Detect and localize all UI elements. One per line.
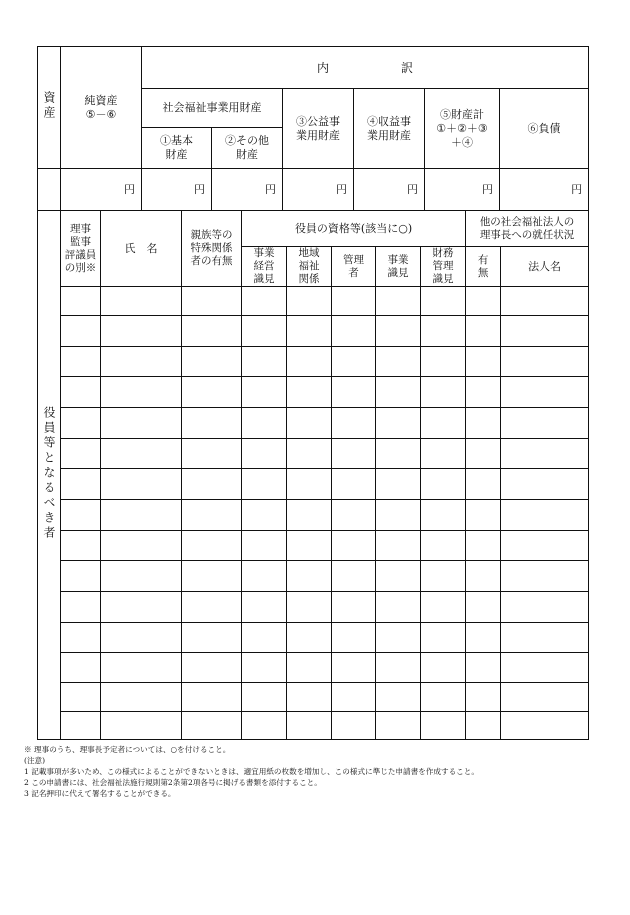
liabilities-header: ⑥負債 <box>500 89 589 169</box>
social-welfare-assets-header: 社会福祉事業用財産 <box>142 89 283 128</box>
qual-finance-cell[interactable] <box>421 623 466 653</box>
name-cell[interactable] <box>101 500 182 531</box>
name-cell[interactable] <box>101 683 182 712</box>
qual-finance-cell[interactable] <box>421 377 466 408</box>
note-1: 1 記載事項が多いため、この様式によることができないときは、適宜用紙の枚数を増加し、この様式に準じた申請書を作成すること。 <box>24 767 479 776</box>
qual-business-cell[interactable] <box>242 347 287 377</box>
qual-finance-cell[interactable] <box>421 469 466 500</box>
qual-manager-cell[interactable] <box>332 592 376 623</box>
corp-name-cell[interactable] <box>501 653 589 683</box>
relatives-cell[interactable] <box>182 408 242 439</box>
role-cell[interactable] <box>61 683 101 712</box>
relatives-cell[interactable] <box>182 500 242 531</box>
relatives-cell[interactable] <box>182 561 242 592</box>
qual-local-welfare-cell[interactable] <box>287 683 332 712</box>
qual-project-cell[interactable] <box>376 561 421 592</box>
qualification-header: 役員の資格等(該当に○) <box>242 211 466 247</box>
qual-business-cell[interactable] <box>242 712 287 740</box>
public-assets-header: ③公益事 業用財産 <box>283 89 354 169</box>
qual-local-welfare-cell[interactable] <box>287 592 332 623</box>
assets-label-spacer <box>38 169 61 211</box>
qual-manager-cell[interactable] <box>332 377 376 408</box>
other-assets-header: ②その他 財産 <box>212 128 283 169</box>
assets-section-label: 資産 <box>38 47 61 169</box>
presence-cell[interactable] <box>466 683 501 712</box>
presence-cell[interactable] <box>466 712 501 740</box>
qual-local-welfare-cell[interactable] <box>287 408 332 439</box>
qual-finance-cell[interactable] <box>421 683 466 712</box>
corp-name-cell[interactable] <box>501 561 589 592</box>
role-cell[interactable] <box>61 347 101 377</box>
qual-manager-header: 管理 者 <box>332 247 376 287</box>
qual-manager-cell[interactable] <box>332 316 376 347</box>
qual-project-cell[interactable] <box>376 623 421 653</box>
caution-header: (注意) <box>24 756 46 765</box>
relatives-cell[interactable] <box>182 592 242 623</box>
name-cell[interactable] <box>101 469 182 500</box>
role-cell[interactable] <box>61 531 101 561</box>
other-assets-amount[interactable]: 円 <box>212 169 283 211</box>
qual-finance-cell[interactable] <box>421 316 466 347</box>
officer-row <box>38 439 589 469</box>
form-notes <box>24 744 614 799</box>
basic-assets-header: ①基本 財産 <box>142 128 212 169</box>
qual-project-cell[interactable] <box>376 531 421 561</box>
officers-table <box>37 210 589 740</box>
qual-project-cell[interactable] <box>376 712 421 740</box>
qual-finance-cell[interactable] <box>421 408 466 439</box>
qual-local-welfare-cell[interactable] <box>287 469 332 500</box>
corp-name-cell[interactable] <box>501 377 589 408</box>
qual-project-cell[interactable] <box>376 439 421 469</box>
corp-name-cell[interactable] <box>501 531 589 561</box>
presence-cell[interactable] <box>466 408 501 439</box>
qual-business-cell[interactable] <box>242 500 287 531</box>
relatives-cell[interactable] <box>182 712 242 740</box>
qual-manager-cell[interactable] <box>332 561 376 592</box>
qual-project-cell[interactable] <box>376 469 421 500</box>
corp-name-cell[interactable] <box>501 316 589 347</box>
corp-name-cell[interactable] <box>501 683 589 712</box>
qual-project-cell[interactable] <box>376 347 421 377</box>
qual-finance-cell[interactable] <box>421 653 466 683</box>
relatives-cell[interactable] <box>182 287 242 316</box>
role-cell[interactable] <box>61 469 101 500</box>
liabilities-amount[interactable]: 円 <box>500 169 589 211</box>
relatives-cell[interactable] <box>182 377 242 408</box>
qual-local-welfare-header: 地域 福祉 関係 <box>287 247 332 287</box>
corp-name-cell[interactable] <box>501 439 589 469</box>
role-cell[interactable] <box>61 561 101 592</box>
name-cell[interactable] <box>101 408 182 439</box>
qual-project-cell[interactable] <box>376 287 421 316</box>
qual-local-welfare-cell[interactable] <box>287 561 332 592</box>
officer-row <box>38 683 589 712</box>
qual-project-cell[interactable] <box>376 316 421 347</box>
officer-row <box>38 377 589 408</box>
role-cell[interactable] <box>61 500 101 531</box>
qual-business-cell[interactable] <box>242 287 287 316</box>
qual-manager-cell[interactable] <box>332 469 376 500</box>
qual-manager-cell[interactable] <box>332 347 376 377</box>
qual-project-cell[interactable] <box>376 653 421 683</box>
other-corp-header: 他の社会福祉法人の 理事長への就任状況 <box>466 211 589 247</box>
presence-cell[interactable] <box>466 439 501 469</box>
qual-project-cell[interactable] <box>376 592 421 623</box>
qual-business-cell[interactable] <box>242 408 287 439</box>
relatives-cell[interactable] <box>182 316 242 347</box>
relatives-cell[interactable] <box>182 653 242 683</box>
total-assets-header: ⑤財産計 ①＋②＋③ ＋④ <box>425 89 500 169</box>
public-assets-amount[interactable]: 円 <box>283 169 354 211</box>
qual-business-cell[interactable] <box>242 469 287 500</box>
name-cell[interactable] <box>101 561 182 592</box>
name-cell[interactable] <box>101 347 182 377</box>
qual-business-cell[interactable] <box>242 316 287 347</box>
corp-name-cell[interactable] <box>501 500 589 531</box>
breakdown-header: 内 訳 <box>142 47 589 89</box>
name-cell[interactable] <box>101 712 182 740</box>
presence-cell[interactable] <box>466 316 501 347</box>
relatives-cell[interactable] <box>182 469 242 500</box>
name-cell[interactable] <box>101 439 182 469</box>
officer-row <box>38 653 589 683</box>
qual-local-welfare-cell[interactable] <box>287 316 332 347</box>
corp-name-cell[interactable] <box>501 712 589 740</box>
presence-cell[interactable] <box>466 377 501 408</box>
qual-business-cell[interactable] <box>242 439 287 469</box>
profit-assets-amount[interactable]: 円 <box>354 169 425 211</box>
name-cell[interactable] <box>101 653 182 683</box>
qual-local-welfare-cell[interactable] <box>287 623 332 653</box>
officer-row <box>38 347 589 377</box>
corp-name-cell[interactable] <box>501 623 589 653</box>
name-cell[interactable] <box>101 316 182 347</box>
corp-name-cell[interactable] <box>501 347 589 377</box>
officer-row <box>38 623 589 653</box>
qual-manager-cell[interactable] <box>332 683 376 712</box>
role-cell[interactable] <box>61 408 101 439</box>
role-cell[interactable] <box>61 316 101 347</box>
officers-section-label: 役員等となるべき者 <box>38 211 61 740</box>
qual-finance-cell[interactable] <box>421 531 466 561</box>
presence-cell[interactable] <box>466 592 501 623</box>
presence-cell[interactable] <box>466 653 501 683</box>
qual-business-cell[interactable] <box>242 683 287 712</box>
relatives-cell[interactable] <box>182 623 242 653</box>
qual-local-welfare-cell[interactable] <box>287 377 332 408</box>
net-assets-header: 純資産 ⑤－⑥ <box>61 47 142 169</box>
name-cell[interactable] <box>101 287 182 316</box>
presence-cell[interactable] <box>466 287 501 316</box>
qual-manager-cell[interactable] <box>332 623 376 653</box>
officer-row <box>38 561 589 592</box>
relatives-cell[interactable] <box>182 439 242 469</box>
qual-manager-cell[interactable] <box>332 653 376 683</box>
officer-row <box>38 469 589 500</box>
qual-manager-cell[interactable] <box>332 439 376 469</box>
basic-assets-amount[interactable]: 円 <box>142 169 212 211</box>
qual-local-welfare-cell[interactable] <box>287 500 332 531</box>
qual-finance-cell[interactable] <box>421 592 466 623</box>
note-3: 3 記名押印に代えて署名することができる。 <box>24 789 176 798</box>
qual-local-welfare-cell[interactable] <box>287 347 332 377</box>
relatives-cell[interactable] <box>182 347 242 377</box>
profit-assets-header: ④収益事 業用財産 <box>354 89 425 169</box>
corp-name-header: 法人名 <box>501 247 589 287</box>
presence-header: 有 無 <box>466 247 501 287</box>
officer-row <box>38 712 589 740</box>
presence-cell[interactable] <box>466 531 501 561</box>
qual-finance-header: 財務 管理 識見 <box>421 247 466 287</box>
role-cell[interactable] <box>61 377 101 408</box>
presence-cell[interactable] <box>466 623 501 653</box>
qual-manager-cell[interactable] <box>332 531 376 561</box>
qual-project-cell[interactable] <box>376 408 421 439</box>
corp-name-cell[interactable] <box>501 287 589 316</box>
officer-row <box>38 316 589 347</box>
role-cell[interactable] <box>61 287 101 316</box>
officer-row <box>38 287 589 316</box>
qual-finance-cell[interactable] <box>421 287 466 316</box>
officer-row <box>38 592 589 623</box>
name-cell[interactable] <box>101 377 182 408</box>
role-header: 理事 監事 評議員 の別※ <box>61 211 101 287</box>
presence-cell[interactable] <box>466 347 501 377</box>
qual-business-header: 事業 経営 識見 <box>242 247 287 287</box>
note-2: 2 この申請書には、社会福祉法施行規則第2条第2項各号に掲げる書類を添付すること。 <box>24 778 322 787</box>
qual-business-cell[interactable] <box>242 592 287 623</box>
presence-cell[interactable] <box>466 469 501 500</box>
qual-project-cell[interactable] <box>376 683 421 712</box>
officer-row <box>38 408 589 439</box>
qual-manager-cell[interactable] <box>332 500 376 531</box>
net-assets-amount[interactable]: 円 <box>61 169 142 211</box>
role-cell[interactable] <box>61 623 101 653</box>
role-cell[interactable] <box>61 653 101 683</box>
qual-business-cell[interactable] <box>242 623 287 653</box>
total-assets-amount[interactable]: 円 <box>425 169 500 211</box>
role-cell[interactable] <box>61 592 101 623</box>
corp-name-cell[interactable] <box>501 592 589 623</box>
presence-cell[interactable] <box>466 500 501 531</box>
qual-local-welfare-cell[interactable] <box>287 653 332 683</box>
name-cell[interactable] <box>101 623 182 653</box>
qual-manager-cell[interactable] <box>332 712 376 740</box>
name-cell[interactable] <box>101 531 182 561</box>
qual-manager-cell[interactable] <box>332 408 376 439</box>
assets-table <box>37 46 589 211</box>
relatives-cell[interactable] <box>182 683 242 712</box>
corp-name-cell[interactable] <box>501 469 589 500</box>
qual-manager-cell[interactable] <box>332 287 376 316</box>
officer-row <box>38 531 589 561</box>
qual-finance-cell[interactable] <box>421 347 466 377</box>
qual-finance-cell[interactable] <box>421 500 466 531</box>
qual-local-welfare-cell[interactable] <box>287 439 332 469</box>
qual-local-welfare-cell[interactable] <box>287 287 332 316</box>
corp-name-cell[interactable] <box>501 408 589 439</box>
role-cell[interactable] <box>61 439 101 469</box>
qual-local-welfare-cell[interactable] <box>287 712 332 740</box>
qual-business-cell[interactable] <box>242 377 287 408</box>
officer-row <box>38 500 589 531</box>
qual-business-cell[interactable] <box>242 653 287 683</box>
name-cell[interactable] <box>101 592 182 623</box>
qual-business-cell[interactable] <box>242 531 287 561</box>
qual-local-welfare-cell[interactable] <box>287 531 332 561</box>
asterisk-note: ※ 理事のうち、理事長予定者については、○を付けること。 <box>24 745 231 754</box>
qual-project-header: 事業 識見 <box>376 247 421 287</box>
role-cell[interactable] <box>61 712 101 740</box>
qual-finance-cell[interactable] <box>421 712 466 740</box>
qual-finance-cell[interactable] <box>421 439 466 469</box>
qual-project-cell[interactable] <box>376 377 421 408</box>
qual-finance-cell[interactable] <box>421 561 466 592</box>
qual-project-cell[interactable] <box>376 500 421 531</box>
relatives-cell[interactable] <box>182 531 242 561</box>
name-header: 氏 名 <box>101 211 182 287</box>
relatives-header: 親族等の 特殊関係 者の有無 <box>182 211 242 287</box>
presence-cell[interactable] <box>466 561 501 592</box>
qual-business-cell[interactable] <box>242 561 287 592</box>
